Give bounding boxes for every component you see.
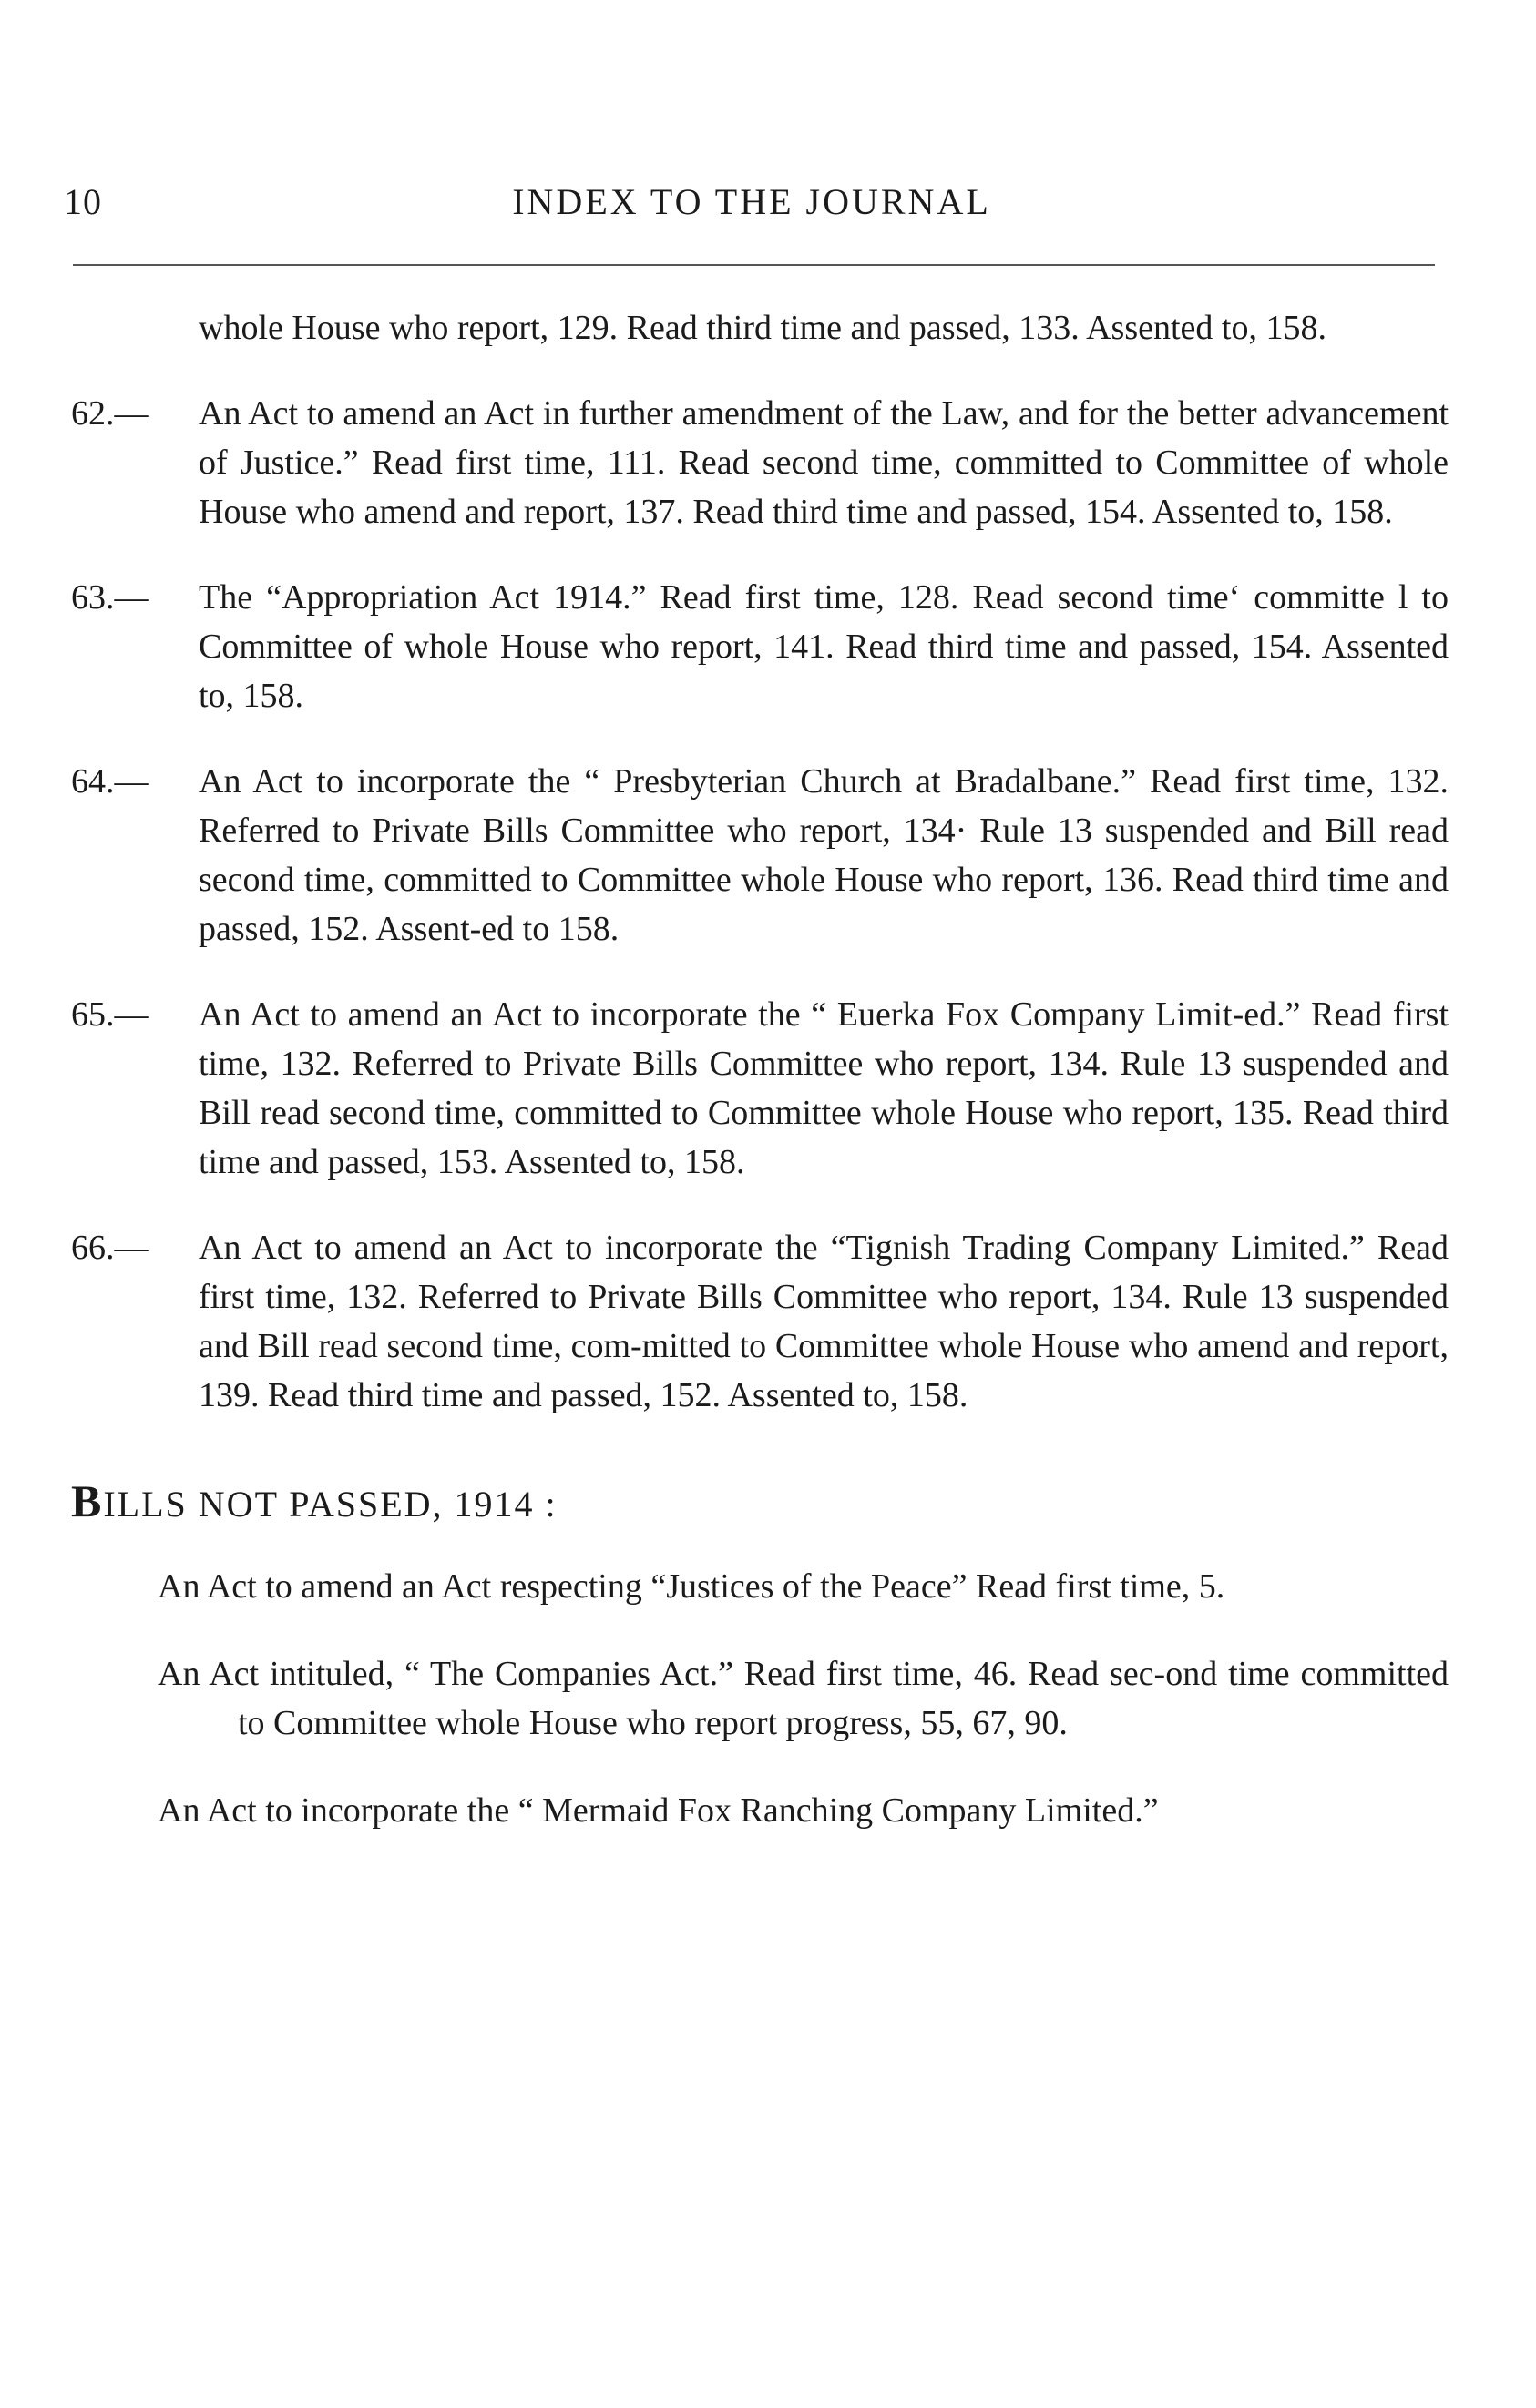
bill-not-passed-item: An Act intituled, “ The Companies Act.” Read first time, 46. Read sec-ond time committed to Committee whole House who report progress, 55, 67, 90. bbox=[158, 1655, 1449, 1742]
entry-number: 63.— bbox=[71, 578, 149, 617]
entry-text: An Act to amend an Act in further amendment of the Law, and for the better advancement of Justice.” Read first time, 111. Read second time, committed to Committee of whole House who amend and report, 137. Read third time and passed, 154. Assented to, 158. bbox=[199, 394, 1449, 531]
entry-text: An Act to amend an Act to incorporate the “Tignish Trading Company Limited.” Read first time, 132. Referred to Private Bills Committee who report, 134. Rule 13 suspended and Bill read second time, com-mitted to Committee whole House who amend and report, 139. Read third time and passed, 152. Assented to, 158. bbox=[199, 1229, 1449, 1414]
section-heading-bills-not-passed bbox=[71, 1476, 1449, 1529]
heading-initial: B bbox=[71, 1475, 104, 1526]
bill-entry-62 bbox=[71, 389, 1449, 536]
bill-entry-63 bbox=[71, 573, 1449, 720]
entry-number: 64.— bbox=[71, 762, 149, 801]
page-number: 10 bbox=[64, 181, 102, 222]
bill-not-passed-item: An Act to amend an Act respecting “Justices of the Peace” Read first time, 5. bbox=[158, 1567, 1225, 1606]
bills-not-passed-list bbox=[71, 1562, 1449, 1835]
entry-text: An Act to incorporate the “ Presbyterian Church at Bradalbane.” Read first time, 132. Referred to Private Bills Committee who report, 134· Rule 13 suspended and Bill read second time, committed to Committee whole House who report, 136. Read third time and passed, 152. Assent-ed to 158. bbox=[199, 762, 1449, 948]
heading-rest: ILLS NOT PASSED, 1914 : bbox=[103, 1484, 558, 1525]
entry-number: 65.— bbox=[71, 995, 149, 1034]
bill-entry-64 bbox=[71, 757, 1449, 954]
header-rule bbox=[73, 264, 1435, 266]
bill-not-passed-item: An Act to incorporate the “ Mermaid Fox Ranching Company Limited.” bbox=[158, 1791, 1159, 1830]
continued-entry: whole House who report, 129. Read third time and passed, 133. Assented to, 158. bbox=[199, 309, 1326, 347]
entry-text: An Act to amend an Act to incorporate the “ Euerka Fox Company Limit-ed.” Read first time, 132. Referred to Private Bills Committee who report, 134. Rule 13 suspended and Bill read second time, committed to Committee whole House who report, 135. Read third time and passed, 153. Assented to, 158. bbox=[199, 995, 1449, 1181]
page-header bbox=[64, 180, 1439, 235]
bill-entry-65 bbox=[71, 990, 1449, 1187]
running-title: INDEX TO THE JOURNAL bbox=[512, 181, 991, 222]
entry-number: 62.— bbox=[71, 394, 149, 433]
page-content bbox=[71, 303, 1449, 1873]
entry-number: 66.— bbox=[71, 1229, 149, 1267]
entry-text: The “Appropriation Act 1914.” Read first time, 128. Read second time‘ committe l to Committee of whole House who report, 141. Read third time and passed, 154. Assented to, 158. bbox=[199, 578, 1449, 715]
bill-entry-66 bbox=[71, 1223, 1449, 1420]
